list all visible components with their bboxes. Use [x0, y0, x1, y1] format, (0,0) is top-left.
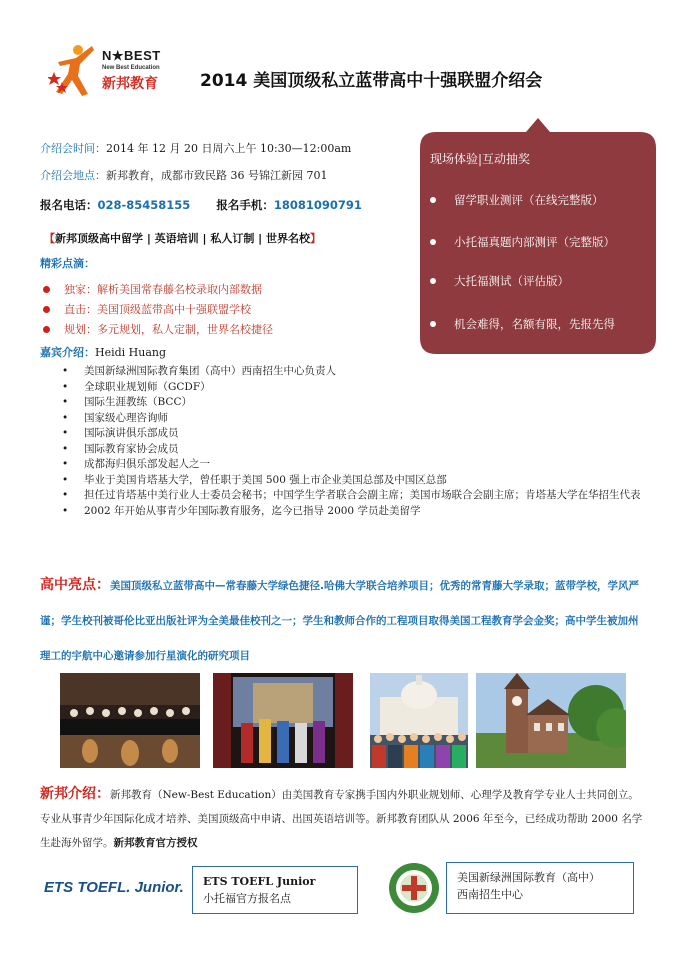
callout-title: 现场体验|互动抽奖 — [430, 152, 531, 166]
event-place — [40, 167, 327, 183]
bullet-dot-icon — [430, 197, 436, 203]
event-place-value: 新邦教育，成都市致民路 36 号锦江新园 701 — [106, 169, 328, 182]
mobile-label: 报名手机： — [216, 198, 274, 212]
highlight-item: 规划：多元规划，私人定制，世界名校捷径 — [43, 321, 273, 337]
phone-label: 报名电话： — [40, 198, 98, 212]
brand-sub-en: New Best Education — [102, 65, 160, 71]
list-item: • 担任过肯塔基中美行业人士委员会秘书；中国学生学者联合会副主席；美国市场联合会副主席；肯塔基大学在华招生代表 — [62, 489, 641, 501]
list-item: • 国际生涯教练（BCC） — [62, 396, 192, 408]
highlight-item: 直击：美国顶级蓝带高中十强联盟学校 — [43, 301, 251, 317]
bullet-dot-icon — [43, 306, 50, 313]
list-item: • 国际教育家协会成员 — [62, 442, 179, 455]
stage-performance-photo — [213, 673, 353, 768]
mobile-number[interactable]: 18081090791 — [273, 198, 362, 212]
brand-logo — [48, 42, 178, 102]
oasis-box-line1: 美国新绿洲国际教育（高中） — [457, 871, 600, 884]
list-item: • 美国新绿洲国际教育集团（高中）西南招生中心负责人 — [62, 365, 336, 377]
page-title: 2014 美国顶级私立蓝带高中十强联盟介绍会 — [200, 71, 543, 91]
toefl-box-line1: ETS TOEFL Junior — [203, 875, 316, 888]
callout-item: 机会难得，名额有限，先报先得 — [430, 316, 615, 332]
bullet-dot-icon — [430, 278, 436, 284]
toefl-box-line2: 小托福官方报名点 — [203, 892, 291, 905]
phone-number[interactable]: 028-85458155 — [97, 198, 191, 212]
guest-label: 嘉宾介绍： — [40, 346, 95, 359]
list-item: • 毕业于美国肯塔基大学，曾任职于美国 500 强上市企业美国总部及中国区总部 — [62, 473, 447, 486]
bullet-dot-icon — [43, 326, 50, 333]
bullet-dot-icon — [430, 239, 436, 245]
tags-open-bracket: 【 — [44, 232, 55, 245]
oasis-box-line2: 西南招生中心 — [457, 888, 523, 901]
callout-item: 留学职业测评（在线完整版） — [430, 192, 604, 208]
company-intro — [40, 782, 644, 855]
callout-item: 大托福测试（评估版） — [430, 273, 569, 289]
school-highlights-label: 高中亮点： — [40, 577, 110, 593]
list-item: • 国家级心理咨询师 — [62, 411, 168, 424]
callout-item: 小托福真题内部测评（完整版） — [430, 234, 615, 250]
list-item: • 成都海归俱乐部发起人之一 — [62, 458, 210, 470]
service-tags — [44, 230, 321, 246]
campus-clocktower-photo — [476, 673, 626, 768]
tags-close-bracket: 】 — [310, 232, 322, 245]
event-time-label: 介绍会时间： — [40, 142, 106, 155]
new-oasis-seal-icon — [388, 862, 440, 914]
intro-auth: 新邦教育官方授权 — [113, 837, 198, 849]
guest-header — [40, 344, 166, 360]
highlights-title: 精彩点滴： — [40, 257, 95, 270]
school-highlights — [40, 568, 644, 674]
brand-name-en: N★BEST — [102, 48, 161, 63]
brand-name-cn: 新邦教育 — [102, 75, 158, 91]
highlight-item: 独家：解析美国常春藤名校录取内部数据 — [43, 281, 262, 297]
intro-label: 新邦介绍： — [40, 786, 110, 802]
oasis-center-box — [446, 862, 634, 914]
tags-text: 新邦顶级高中留学 | 英语培训 | 私人订制 | 世界名校 — [55, 232, 311, 245]
toefl-registration-box — [192, 866, 358, 914]
ets-toefl-junior-logo: ETS TOEFL. Junior. — [44, 878, 184, 896]
students-capitol-photo — [370, 673, 468, 768]
bullet-dot-icon — [43, 286, 50, 293]
guest-bullet-list — [62, 364, 652, 519]
list-item: • 2002 年开始从事青少年国际教育服务，迄今已指导 2000 学员赴美留学 — [62, 504, 421, 517]
event-time-value: 2014 年 12 月 20 日周六上午 10:30—12:00am — [106, 142, 352, 155]
star-person-icon — [48, 42, 100, 98]
list-item: • 全球职业规划师（GCDF） — [62, 380, 211, 393]
choir-orchestra-photo — [60, 673, 200, 768]
intro-text: 新邦教育（New-Best Education）由美国教育专家携手国内外职业规划师、心理学及教育学专业人士共同创立。专业从事青少年国际化成才培养、美国顶级高中申请、出国英语培训等。新邦教育团队从 2006 年至今，已经成功帮助 2000 名学生赴海外留学。 — [40, 789, 643, 849]
bullet-dot-icon — [430, 321, 436, 327]
registration-phones — [40, 197, 362, 213]
list-item: • 国际演讲俱乐部成员 — [62, 427, 179, 439]
event-place-label: 介绍会地点： — [40, 169, 106, 182]
guest-name: Heidi Huang — [95, 346, 167, 359]
event-time — [40, 140, 351, 156]
school-highlights-text: 美国顶级私立蓝带高中—常春藤大学绿色捷径.哈佛大学联合培养项目；优秀的常青藤大学录取；蓝带学校，学风严谨；学生校刊被哥伦比亚出版社评为全美最佳校刊之一；学生和教师合作的工程项目取得美国工程教育学会金奖；高中学生被加州理工的宇航中心邀请参加行星演化的研究项目 — [40, 580, 639, 662]
